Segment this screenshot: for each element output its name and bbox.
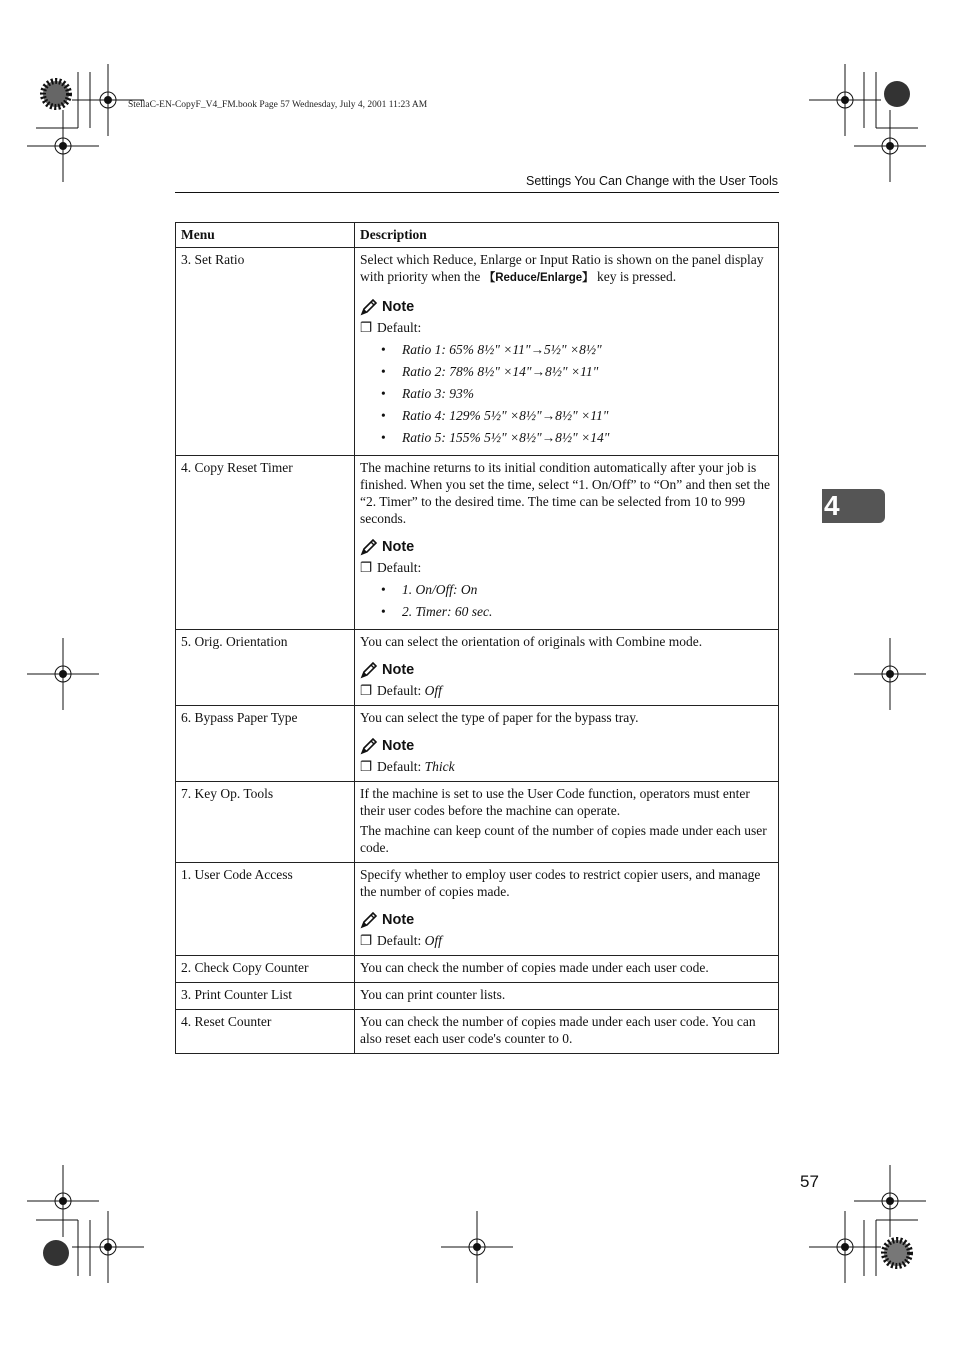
- menu-cell: 6. Bypass Paper Type: [176, 706, 355, 782]
- default-line: ❐ Default:: [360, 320, 422, 335]
- list-item: • Ratio 4: 129% 5½" ×8½"→8½" ×11": [381, 405, 773, 427]
- default-value: Off: [424, 683, 442, 698]
- menu-cell: 3. Print Counter List: [176, 983, 355, 1010]
- checkbox-bullet-icon: ❐: [360, 683, 373, 698]
- checkbox-bullet-icon: ❐: [360, 933, 373, 948]
- list-item: • 2. Timer: 60 sec.: [381, 601, 773, 623]
- menu-cell: 2. Check Copy Counter: [176, 956, 355, 983]
- default-value: Off: [424, 933, 442, 948]
- description-text: Select which Reduce, Enlarge or Input Ratio is shown on the panel display with priority when the 【Reduce/Enlarge】 key is pressed.: [360, 252, 764, 284]
- description-cell: You can print counter lists.: [355, 983, 779, 1010]
- description-text: Specify whether to employ user codes to restrict copier users, and manage the number of copies made.: [360, 867, 761, 899]
- menu-cell: 1. User Code Access: [176, 863, 355, 956]
- table-row: [176, 630, 779, 706]
- page-number: 57: [800, 1172, 819, 1191]
- note-heading: Note: [360, 911, 773, 929]
- list-item: • Ratio 2: 78% 8½" ×14"→8½" ×11": [381, 361, 773, 383]
- pencil-icon: [360, 298, 378, 316]
- description-cell: [355, 863, 779, 956]
- column-header-description: Description: [355, 223, 779, 248]
- description-cell: [355, 456, 779, 630]
- column-header-menu: Menu: [176, 223, 355, 248]
- header-rule: [175, 192, 779, 193]
- table-row: [176, 1010, 779, 1054]
- default-line: ❐ Default: Off: [360, 933, 442, 948]
- settings-table: [175, 222, 779, 1054]
- table-header-row: [176, 223, 779, 248]
- checkbox-bullet-icon: ❐: [360, 320, 373, 335]
- description-text: You can select the orientation of originals with Combine mode.: [360, 634, 703, 649]
- description-cell: [355, 706, 779, 782]
- description-text: The machine returns to its initial condition automatically after your job is finished. When you set the time, select “1. On/Off” to “On” and then set the “2. Timer” to the desired time. The time can be selected from 10 to 999 seconds.: [360, 460, 771, 526]
- table-row: [176, 983, 779, 1010]
- pencil-icon: [360, 538, 378, 556]
- file-meta: StellaC-EN-CopyF_V4_FM.book Page 57 Wednesday, July 4, 2001 11:23 AM: [128, 100, 428, 110]
- default-value: Thick: [424, 759, 455, 774]
- reduce-enlarge-key: 【Reduce/Enlarge】: [483, 272, 594, 284]
- menu-cell: 7. Key Op. Tools: [176, 782, 355, 863]
- description-text: You can select the type of paper for the bypass tray.: [360, 710, 639, 725]
- note-heading: Note: [360, 538, 773, 556]
- pencil-icon: [360, 737, 378, 755]
- default-line: ❐ Default: Off: [360, 683, 442, 698]
- description-text: The machine can keep count of the number of copies made under each user code.: [360, 823, 767, 855]
- checkbox-bullet-icon: ❐: [360, 759, 373, 774]
- running-header: Settings You Can Change with the User Tools: [525, 174, 778, 188]
- chapter-tab: 4: [822, 489, 885, 523]
- list-item: • Ratio 3: 93%: [381, 383, 773, 405]
- table-row: [176, 248, 779, 456]
- table-row: [176, 956, 779, 983]
- description-text: If the machine is set to use the User Code function, operators must enter their user codes before the machine can operate.: [360, 786, 750, 818]
- checkbox-bullet-icon: ❐: [360, 560, 373, 575]
- default-list: [360, 339, 773, 449]
- default-line: ❐ Default: Thick: [360, 759, 455, 774]
- pencil-icon: [360, 661, 378, 679]
- table-row: [176, 706, 779, 782]
- description-cell: [355, 630, 779, 706]
- menu-cell: 4. Copy Reset Timer: [176, 456, 355, 630]
- table-row: [176, 863, 779, 956]
- note-heading: Note: [360, 661, 773, 679]
- description-cell: [355, 248, 779, 456]
- list-item: • Ratio 1: 65% 8½" ×11"→5½" ×8½": [381, 339, 773, 361]
- description-cell: You can check the number of copies made under each user code.: [355, 956, 779, 983]
- description-cell: You can check the number of copies made under each user code. You can also reset each user code's counter to 0.: [355, 1010, 779, 1054]
- description-cell: [355, 782, 779, 863]
- list-item: • Ratio 5: 155% 5½" ×8½"→8½" ×14": [381, 427, 773, 449]
- pencil-icon: [360, 911, 378, 929]
- table-row: [176, 782, 779, 863]
- default-line: ❐ Default:: [360, 560, 422, 575]
- default-list: [360, 579, 773, 623]
- menu-cell: 5. Orig. Orientation: [176, 630, 355, 706]
- menu-cell: 3. Set Ratio: [176, 248, 355, 456]
- note-heading: Note: [360, 737, 773, 755]
- menu-cell: 4. Reset Counter: [176, 1010, 355, 1054]
- note-heading: Note: [360, 298, 773, 316]
- list-item: • 1. On/Off: On: [381, 579, 773, 601]
- table-row: [176, 456, 779, 630]
